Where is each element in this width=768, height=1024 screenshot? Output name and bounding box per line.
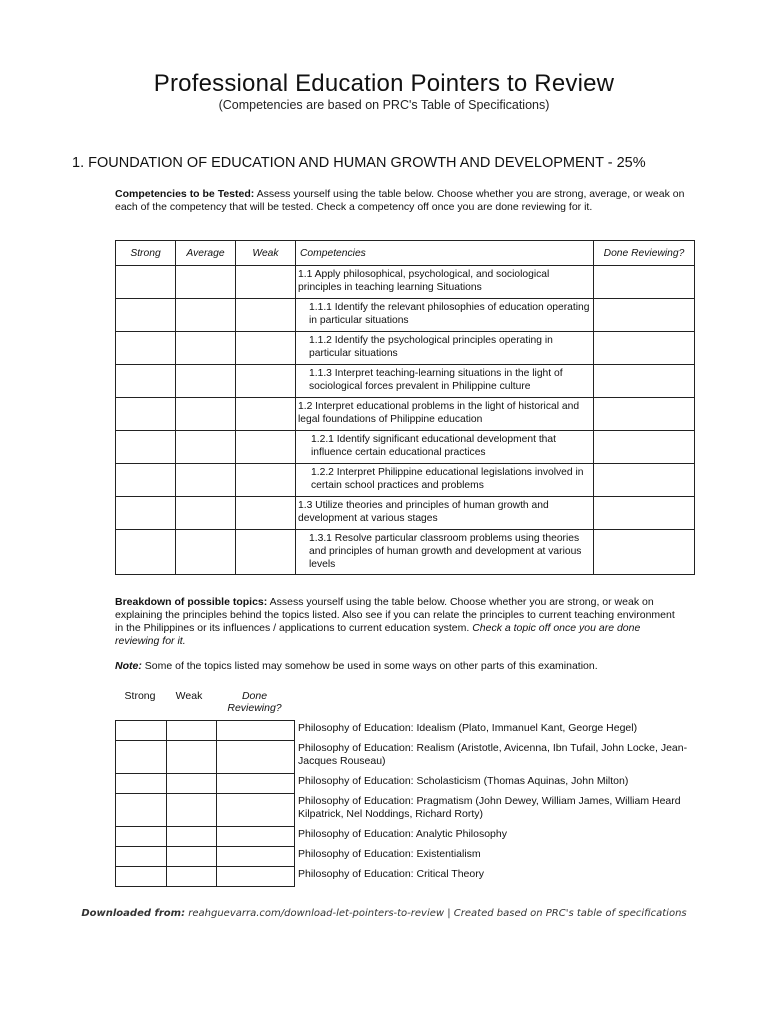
competency-text: 1.1.2 Identify the psychological principles operating in particular situations [296,332,594,365]
done-checkbox-cell[interactable] [217,867,295,887]
competency-text: 1.1.3 Interpret teaching-learning situations in the light of sociological forces prevalent in Philippine culture [296,365,594,398]
weak-checkbox-cell[interactable] [167,847,217,867]
weak-checkbox-cell[interactable] [236,365,296,398]
table-row [116,867,719,887]
footer [0,908,768,919]
average-checkbox-cell[interactable] [176,464,236,497]
page-title: Professional Education Pointers to Review [153,70,615,97]
weak-checkbox-cell[interactable] [236,266,296,299]
topics-header-done-reviewing: Done Reviewing? [227,690,282,714]
average-checkbox-cell[interactable] [176,266,236,299]
page-subtitle: (Competencies are based on PRC's Table of Specifications) [218,98,550,112]
weak-checkbox-cell[interactable] [236,464,296,497]
topic-text: Philosophy of Education: Existentialism [298,847,481,860]
table-row [116,266,695,299]
strong-checkbox-cell[interactable] [116,464,176,497]
average-checkbox-cell[interactable] [176,365,236,398]
table-row [116,398,695,431]
note-paragraph [115,660,685,673]
done-checkbox-cell[interactable] [217,721,295,741]
average-checkbox-cell[interactable] [176,299,236,332]
done-checkbox-cell[interactable] [594,431,695,464]
weak-checkbox-cell[interactable] [236,530,296,575]
weak-checkbox-cell[interactable] [236,398,296,431]
average-checkbox-cell[interactable] [176,398,236,431]
topics-table [115,720,719,887]
weak-checkbox-cell[interactable] [167,794,217,827]
competency-table [115,240,695,575]
competency-table-header [116,241,695,266]
done-checkbox-cell[interactable] [594,299,695,332]
done-checkbox-cell[interactable] [217,794,295,827]
section-heading: 1. FOUNDATION OF EDUCATION AND HUMAN GROWTH AND DEVELOPMENT - 25% [72,155,646,171]
table-row [116,741,719,774]
topic-text: Philosophy of Education: Scholasticism (Thomas Aquinas, John Milton) [298,774,629,787]
done-checkbox-cell[interactable] [594,530,695,575]
competencies-intro-text: Assess yourself using the table below. Choose whether you are strong, average, or weak on each of the competency that will be tested. Check a competency off once you are done reviewing for it. [115,188,685,213]
strong-checkbox-cell[interactable] [116,867,167,887]
strong-checkbox-cell[interactable] [116,530,176,575]
strong-checkbox-cell[interactable] [116,299,176,332]
average-checkbox-cell[interactable] [176,332,236,365]
note-text: Some of the topics listed may somehow be used in some ways on other parts of this examination. [141,660,598,672]
done-checkbox-cell[interactable] [217,741,295,774]
note-label: Note: [115,660,142,672]
table-row [116,530,695,575]
table-row [116,794,719,827]
done-checkbox-cell[interactable] [594,332,695,365]
strong-checkbox-cell[interactable] [116,497,176,530]
topic-text: Philosophy of Education: Idealism (Plato, Immanuel Kant, George Hegel) [298,721,638,734]
competency-text: 1.1 Apply philosophical, psychological, and sociological principles in teaching learning Situations [296,266,594,299]
weak-checkbox-cell[interactable] [167,867,217,887]
topic-text: Philosophy of Education: Critical Theory [298,867,484,880]
weak-checkbox-cell[interactable] [236,332,296,365]
breakdown-intro-label: Breakdown of possible topics: [115,596,268,608]
table-row [116,464,695,497]
competencies-intro [115,188,685,214]
strong-checkbox-cell[interactable] [116,431,176,464]
footer-text: reahguevarra.com/download-let-pointers-to-review | Created based on PRC's table of specifications [185,908,687,919]
weak-checkbox-cell[interactable] [236,299,296,332]
table-row [116,847,719,867]
header-strong: Strong [116,241,176,266]
table-row [116,299,695,332]
competencies-intro-label: Competencies to be Tested: [115,188,255,200]
done-checkbox-cell[interactable] [594,497,695,530]
header-average: Average [176,241,236,266]
header-done-reviewing: Done Reviewing? [594,241,695,266]
strong-checkbox-cell[interactable] [116,332,176,365]
weak-checkbox-cell[interactable] [167,774,217,794]
average-checkbox-cell[interactable] [176,431,236,464]
table-row [116,721,719,741]
breakdown-intro [115,596,685,648]
topic-text: Philosophy of Education: Pragmatism (John Dewey, William James, William Heard Kilpatrick, Nel Noddings, Richard Rorty) [298,794,681,820]
strong-checkbox-cell[interactable] [116,721,167,741]
weak-checkbox-cell[interactable] [167,741,217,774]
competency-text: 1.2 Interpret educational problems in the light of historical and legal foundations of Philippine education [296,398,594,431]
strong-checkbox-cell[interactable] [116,398,176,431]
topic-text: Philosophy of Education: Analytic Philosophy [298,827,507,840]
weak-checkbox-cell[interactable] [236,497,296,530]
table-row [116,774,719,794]
strong-checkbox-cell[interactable] [116,847,167,867]
competency-text: 1.3.1 Resolve particular classroom problems using theories and principles of human growth and development at various levels [296,530,594,575]
strong-checkbox-cell[interactable] [116,794,167,827]
table-row [116,332,695,365]
table-row [116,431,695,464]
strong-checkbox-cell[interactable] [116,774,167,794]
topic-text: Philosophy of Education: Realism (Aristotle, Avicenna, Ibn Tufail, John Locke, Jean-Jacques Rouseau) [298,741,688,767]
done-checkbox-cell[interactable] [594,365,695,398]
header-competencies: Competencies [296,241,594,266]
competency-text: 1.3 Utilize theories and principles of human growth and development at various stages [296,497,594,530]
competency-text: 1.1.1 Identify the relevant philosophies of education operating in particular situations [296,299,594,332]
weak-checkbox-cell[interactable] [236,431,296,464]
breakdown-intro-text: Assess yourself using the table below. Choose whether you are strong, or weak on explaining the principles behind the topics listed. Also see if you can relate the principles to current teaching environment in the Philippines or its influences / applications to current education system. [115,596,675,634]
done-checkbox-cell[interactable] [594,398,695,431]
average-checkbox-cell[interactable] [176,530,236,575]
done-checkbox-cell[interactable] [594,464,695,497]
topics-header-strong: Strong [124,690,156,702]
breakdown-intro-italic: Check a topic off once you are done reviewing for it. [115,622,641,647]
done-checkbox-cell[interactable] [217,847,295,867]
footer-label: Downloaded from: [81,908,186,919]
done-checkbox-cell[interactable] [217,774,295,794]
table-row [116,365,695,398]
strong-checkbox-cell[interactable] [116,365,176,398]
strong-checkbox-cell[interactable] [116,827,167,847]
average-checkbox-cell[interactable] [176,497,236,530]
weak-checkbox-cell[interactable] [167,827,217,847]
topics-header-weak: Weak [175,690,203,702]
strong-checkbox-cell[interactable] [116,266,176,299]
table-row [116,827,719,847]
weak-checkbox-cell[interactable] [167,721,217,741]
competency-text: 1.2.1 Identify significant educational development that influence certain educational practices [296,431,594,464]
done-checkbox-cell[interactable] [594,266,695,299]
strong-checkbox-cell[interactable] [116,741,167,774]
competency-text: 1.2.2 Interpret Philippine educational legislations involved in certain school practices and problems [296,464,594,497]
done-checkbox-cell[interactable] [217,827,295,847]
header-weak: Weak [236,241,296,266]
table-row [116,497,695,530]
